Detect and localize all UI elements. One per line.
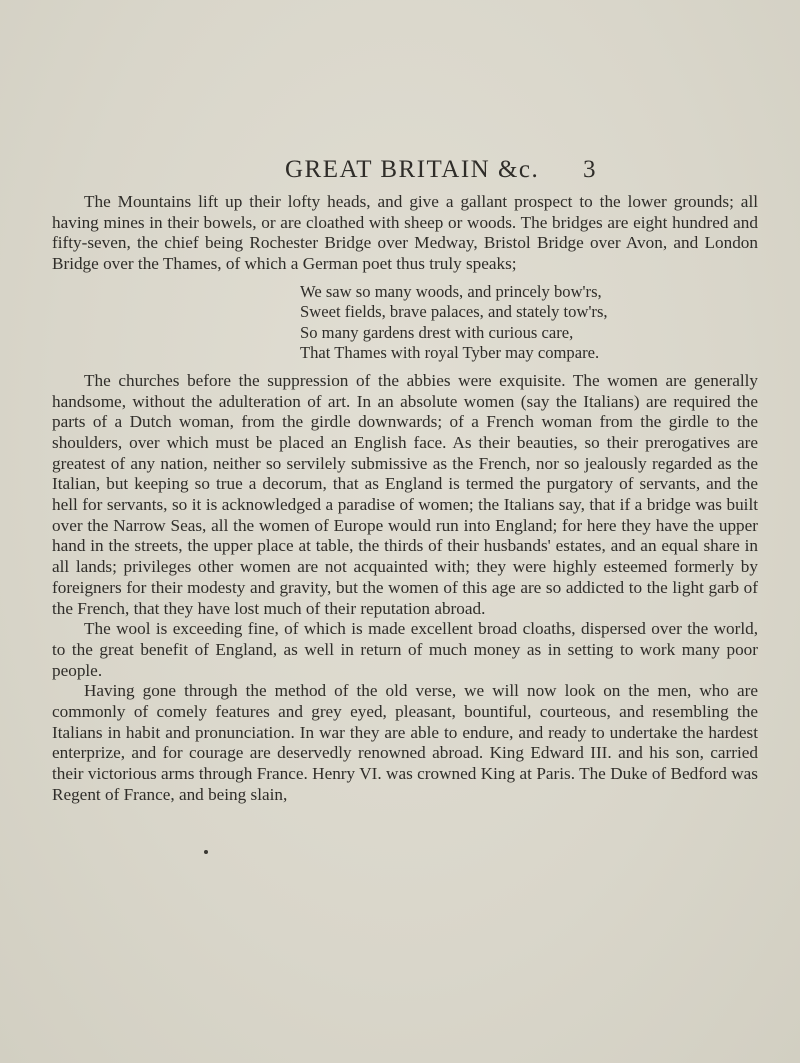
body-text [52, 192, 758, 806]
paragraph-men: Having gone through the method of the old verse, we will now look on the men, who are commonly of comely features and grey eyed, pleasant, bountiful, courteous, and resembling the Italians in habit and pronunciation. In war they are able to endure, and ready to undertake the hardest enterprize, and for courage are deservedly renowned abroad. King Edward III. and his son, carried their victorious arms through France. Henry VI. was crowned King at Paris. The Duke of Bedford was Regent of France, and being slain, [52, 681, 758, 804]
page-header [0, 156, 800, 186]
page-number: 3 [583, 156, 596, 183]
paragraph-mountains: The Mountains lift up their lofty heads, and give a gallant prospect to the lower grounds; all having mines in their bowels, or are cloathed with sheep or woods. The bridges are eight hundred and fifty-seven, the chief being Rochester Bridge over Medway, Bristol Bridge over Avon, and London Bridge over the Thames, of which a German poet thus truly speaks; [52, 192, 758, 274]
running-head: GREAT BRITAIN &c. [285, 156, 540, 183]
verse-line: So many gardens drest with curious care, [300, 322, 574, 342]
paragraph-wool: The wool is exceeding fine, of which is made excellent broad cloaths, dispersed over the world, to the great benefit of England, as well in return of much money as in setting to work many poor people. [52, 619, 758, 680]
verse-line: That Thames with royal Tyber may compare. [300, 343, 600, 363]
verse-line: We saw so many woods, and princely bow'rs, [300, 281, 602, 301]
verse-quotation [300, 282, 758, 364]
paragraph-churches-women: The churches before the suppression of the abbies were exquisite. The women are generally handsome, without the adulteration of art. In an absolute women (say the Italians) are required the parts of a Dutch woman, from the girdle downwards; of a French woman from the girdle to the shoulders, over which must be placed an English face. As their beauties, so their prerogatives are greatest of any nation, neither so servilely submissive as the French, nor so jealously regarded as the Italian, but keeping so true a decorum, that as England is termed the purgatory of servants, and the hell for servants, so it is acknowledged a paradise of women; the Italians say, that if a bridge was built over the Narrow Seas, all the women of Europe would run into England; for here they have the upper hand in the streets, the upper place at table, the thirds of their husbands' estates, and an equal share in all lands; privileges other women are not acquainted with; they were highly esteemed formerly by foreigners for their modesty and gravity, but the women of this age are so addicted to the light garb of the French, that they have lost much of their reputation abroad. [52, 370, 758, 618]
verse-line: Sweet fields, brave palaces, and stately tow'rs, [300, 302, 608, 322]
paper-speck [204, 850, 208, 854]
